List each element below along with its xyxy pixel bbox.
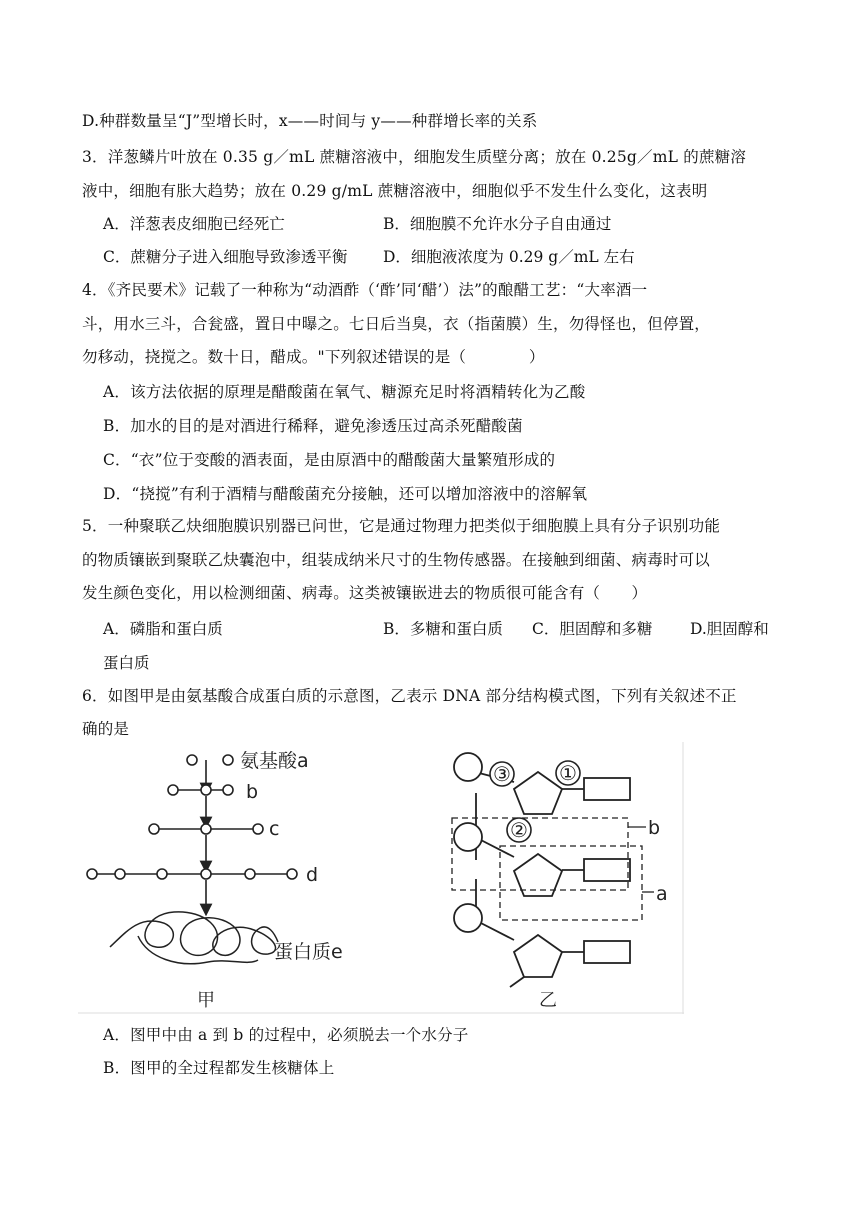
- label-yi-2: ②: [510, 818, 528, 842]
- q4-stem-line-2: 斗，用水三斗，合瓮盛，置日中曝之。七日后当臭，衣（指菌膜）生，勿得怪也，但停置，: [82, 315, 711, 333]
- phosphate-circle: [454, 753, 482, 781]
- label-jia-c: c: [269, 818, 280, 840]
- q3-option-b: B．细胞膜不允许水分子自由通过: [383, 215, 612, 233]
- amino-acid-circle: [201, 785, 211, 795]
- label-protein-e: 蛋白质e: [274, 941, 343, 963]
- amino-acid-circle: [149, 824, 159, 834]
- label-yi-1: ①: [559, 761, 577, 785]
- label-amino-acid-a: 氨基酸a: [240, 750, 309, 772]
- amino-acid-circle: [115, 869, 125, 879]
- q3-option-a: A．洋葱表皮细胞已经死亡: [103, 215, 285, 233]
- q5-stem-line-2: 的物质镶嵌到聚联乙炔囊泡中，组装成纳米尺寸的生物传感器。在接触到细菌、病毒时可以: [82, 551, 711, 569]
- label-yi-b: b: [648, 817, 661, 839]
- label-yi-a: a: [656, 883, 668, 905]
- phosphate-circle: [454, 904, 482, 932]
- q4-option-d: D．“挠搅”有利于酒精与醋酸菌充分接触，还可以增加溶液中的溶解氧: [103, 485, 588, 503]
- caption-yi: 乙: [539, 990, 557, 1011]
- amino-acid-circle: [201, 869, 211, 879]
- amino-acid-circle: [157, 869, 167, 879]
- amino-acid-circle: [201, 824, 211, 834]
- q4-option-a: A．该方法依据的原理是醋酸菌在氧气、糖源充足时将酒精转化为乙酸: [103, 383, 586, 401]
- q6-option-a: A．图甲中由 a 到 b 的过程中，必须脱去一个水分子: [103, 1026, 469, 1044]
- amino-acid-circle: [287, 869, 297, 879]
- q5-option-d: D.胆固醇和: [690, 620, 769, 638]
- amino-acid-circle: [223, 785, 233, 795]
- q5-option-b: B．多糖和蛋白质: [383, 620, 503, 638]
- caption-jia: 甲: [197, 990, 215, 1011]
- q6-figure: [78, 742, 684, 1014]
- q4-option-b: B．加水的目的是对酒进行稀释，避免渗透压过高杀死醋酸菌: [103, 417, 523, 435]
- amino-acid-circle: [87, 869, 97, 879]
- q4-option-c: C．“衣”位于变酸的酒表面，是由原酒中的醋酸菌大量繁殖形成的: [103, 451, 556, 469]
- q5-option-a: A．磷脂和蛋白质: [103, 620, 223, 638]
- amino-acid-circle: [187, 755, 197, 765]
- q4-stem-line-1: 4．《齐民要术》记载了一种称为“动酒酢（‘酢’同‘醋’）法”的酿醋工艺：“大率酒一: [82, 281, 648, 299]
- base-rect: [584, 859, 630, 881]
- q6-stem-line-1: 6．如图甲是由氨基酸合成蛋白质的示意图，乙表示 DNA 部分结构模式图，下列有关叙述不正: [82, 687, 737, 705]
- q3-option-d: D．细胞液浓度为 0.29 g／mL 左右: [383, 248, 635, 266]
- q4-stem-line-3: 勿移动，挠搅之。数十日，醋成。"下列叙述错误的是（ ）: [82, 348, 545, 366]
- q2-option-d: D.种群数量呈“J”型增长时，x——时间与 y——种群增长率的关系: [82, 112, 538, 130]
- label-jia-b: b: [246, 781, 259, 803]
- q3-stem-line-1: 3．洋葱鳞片叶放在 0.35 g／mL 蔗糖溶液中，细胞发生质壁分离；放在 0.25g／mL 的蔗糖溶: [82, 148, 747, 166]
- q3-stem-line-2: 液中，细胞有胀大趋势；放在 0.29 g/mL 蔗糖溶液中，细胞似乎不发生什么变化，这表明: [82, 182, 708, 200]
- amino-acid-circle: [245, 869, 255, 879]
- amino-acid-circle: [223, 755, 233, 765]
- q6-option-b: B．图甲的全过程都发生核糖体上: [103, 1059, 335, 1077]
- amino-acid-circle: [253, 824, 263, 834]
- label-jia-d: d: [306, 864, 319, 886]
- q5-option-c: C．胆固醇和多糖: [532, 620, 653, 638]
- amino-acid-circle: [168, 785, 178, 795]
- q5-stem-line-1: 5．一种聚联乙炔细胞膜识别器已问世，它是通过物理力把类似于细胞膜上具有分子识别功能: [82, 517, 721, 535]
- base-rect: [584, 778, 630, 800]
- q6-stem-line-2: 确的是: [82, 720, 130, 738]
- phosphate-circle: [454, 823, 482, 851]
- q5-stem-line-3: 发生颜色变化，用以检测细菌、病毒。这类被镶嵌进去的物质很可能含有（ ）: [82, 584, 648, 602]
- label-yi-3: ③: [493, 762, 511, 786]
- base-rect: [584, 941, 630, 963]
- q5-option-d-cont: 蛋白质: [103, 654, 150, 672]
- q3-option-c: C．蔗糖分子进入细胞导致渗透平衡: [103, 248, 348, 266]
